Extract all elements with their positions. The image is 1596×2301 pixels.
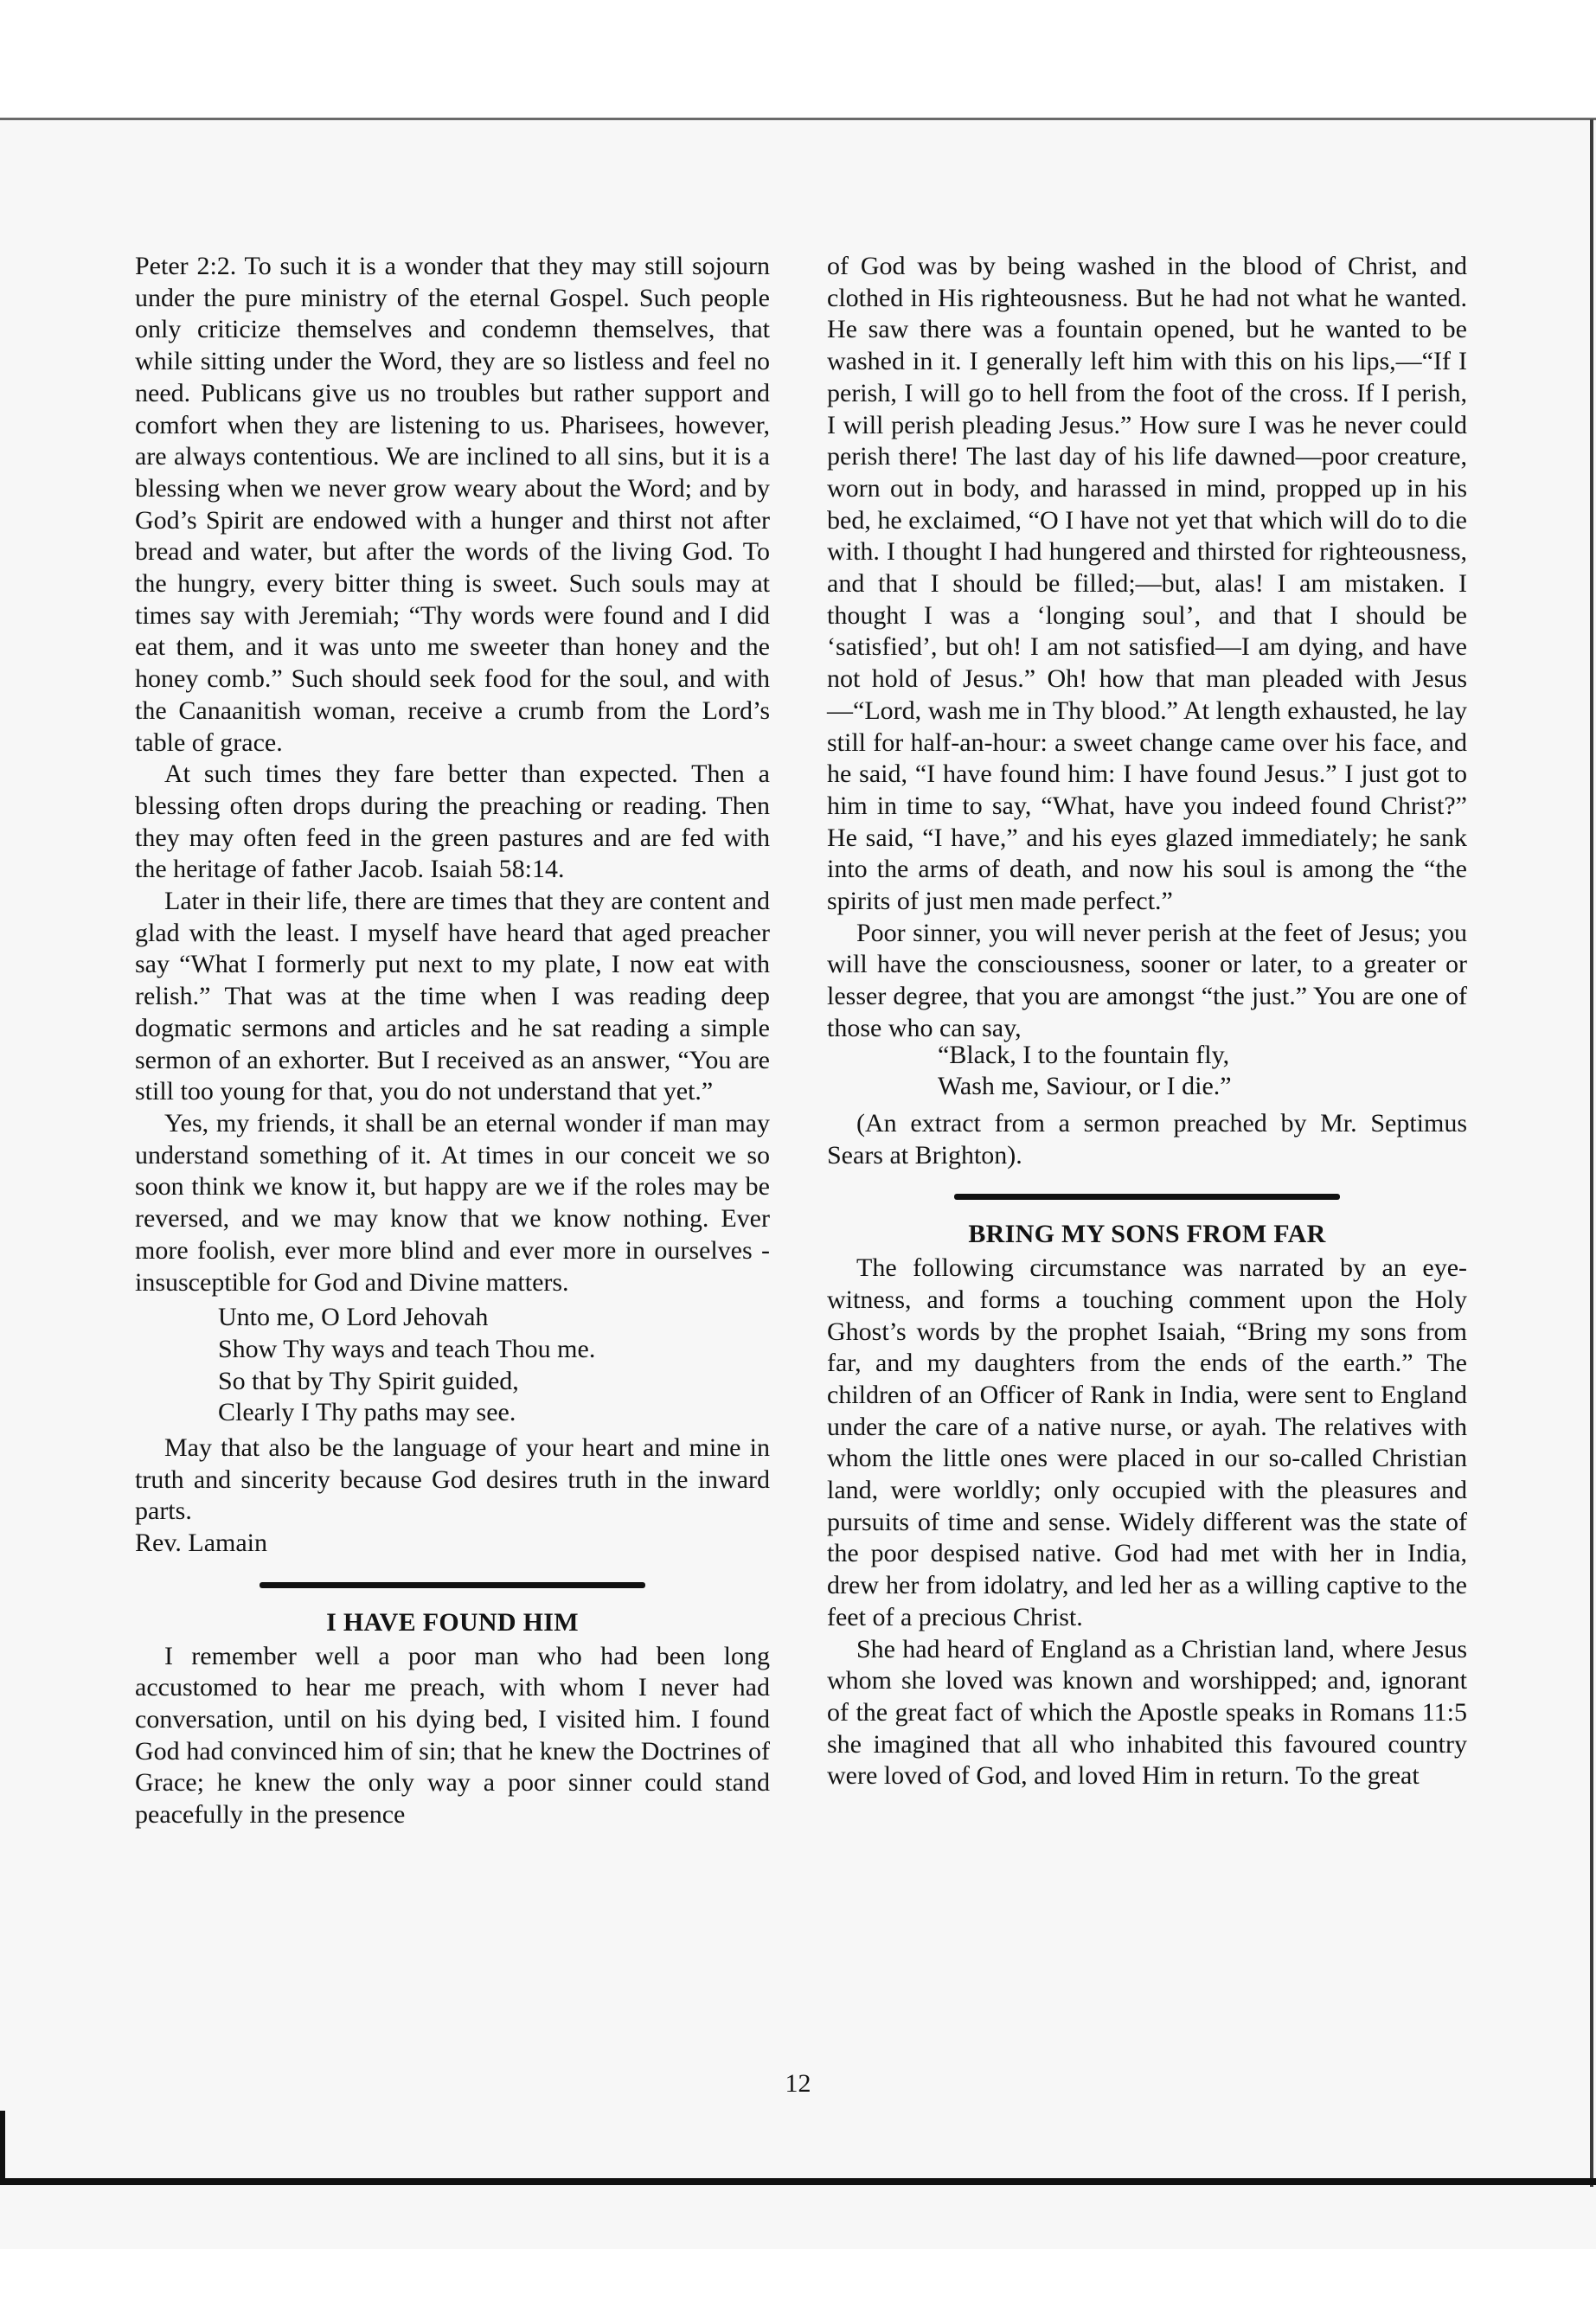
scan-right-edge: [1590, 119, 1593, 2187]
article-heading: I HAVE FOUND HIM: [326, 1607, 579, 1637]
paragraph: Yes, my friends, it shall be an eternal wonder if man may understand something of it. At times in our conceit we so soon think we know it, but happy are we if the roles may be reversed, and we may know that we know nothing. Ever more foolish, ever more blind and ever more in ourselves - insusceptible for God and Divine matters.: [135, 1108, 770, 1297]
quote: [938, 1040, 1467, 1103]
signature: Rev. Lamain: [135, 1529, 268, 1558]
paragraph: May that also be the language of your heart and mine in truth and sincerity because God desires truth in the inward parts.: [135, 1433, 770, 1526]
poem-line: Unto me, O Lord Jehovah: [218, 1303, 489, 1332]
scan-left-mark: [0, 2111, 5, 2180]
article-paragraph: I remember well a poor man who had been long accustomed to hear me preach, with whom I never had conversation, until on his dying bed, I visited him. I found God had convinced him of sin; that he knew the Doctrines of Grace; he knew the only way a poor sinner could stand peacefully in the presence: [135, 1641, 770, 1830]
page-number: 12: [785, 2069, 811, 2098]
quote-line: “Black, I to the fountain fly,: [938, 1040, 1230, 1069]
source-note: (An extract from a sermon preached by Mr. Septimus Sears at Brighton).: [827, 1108, 1467, 1170]
intro-paragraph: Peter 2:2. To such it is a wonder that they may still sojourn under the pure ministry of the eternal Gospel. Such people only criticize themselves and condemn themselves, that while sitting under the Word, they are so listless and feel no need. Publicans give us no troubles but rather support and comfort when they are listening to us. Pharisees, however, are always contentious. We are inclined to all sins, but it is a blessing when we never grow weary about the Word; and by God’s Spirit are endowed with a hunger and thirst not after bread and water, but after the words of the living God. To the hungry, every bitter thing is sweet. Such souls may at times say with Jeremiah; “Thy words were found and I did eat them, and it was unto me sweeter than honey and the honey comb.” Such should seek food for the soul, and with the Canaanitish woman, receive a crumb from the Lord’s table of grace.: [135, 252, 770, 757]
paragraph: At such times they fare better than expected. Then a blessing often drops during the preaching or reading. Then they may often feed in the green pastures and are fed with the heritage of father Jacob. Isaiah 58:14.: [135, 760, 770, 884]
section-divider: [954, 1194, 1340, 1200]
poem: [218, 1302, 770, 1429]
poem-line: Clearly I Thy paths may see.: [218, 1398, 516, 1427]
article-paragraph: She had heard of England as a Christian land, where Jesus whom she loved was known and worshipped; and, ignorant of the great fact of which the Apostle speaks in Romans 11:5 she imagined that all who inhabited this favoured country were loved of God, and loved Him in return. To the great: [827, 1634, 1467, 1791]
right-column: [827, 251, 1467, 1792]
paragraph: Later in their life, there are times that they are content and glad with the least. I myself have heard that aged preacher say “What I formerly put next to my plate, I now eat with relish.” That was at the time when I was reading deep dogmatic sermons and articles and he sat reading a simple sermon of an exhorter. But I received as an answer, “You are still too young for that, you do not understand that yet.”: [135, 887, 770, 1106]
continuation-paragraph: of God was by being washed in the blood of Christ, and clothed in His righteousness. But he had not what he wanted. He saw there was a fountain opened, but he wanted to be washed in it. I generally left him with this on his lips,—“If I perish, I will go to hell from the foot of the cross. If I perish, I will perish pleading Jesus.” How sure I was he never could perish there! The last day of his life dawned—poor creature, worn out in body, and harassed in mind, propped up in his bed, he exclaimed, “O I have not yet that which will do to die with. I thought I had hungered and thirsted for righteousness, and that I should be filled;—but, alas! I am mistaken. I thought I was a ‘longing soul’, and that I should be ‘satisfied’, but oh! I am not satisfied—I am dying, and have not hold of Jesus.” Oh! how that man pleaded with Jesus—“Lord, wash me in Thy blood.” At length exhausted, he lay still for half-an-hour: a sweet change came over his face, and he said, “I have found him: I have found Jesus.” I just got to him in time to say, “What, have you indeed found Christ?” He said, “I have,” and his eyes glazed immediately; he sank into the arms of death, and now his soul is among the “the spirits of just men made perfect.”: [827, 252, 1467, 916]
poem-line: Show Thy ways and teach Thou me.: [218, 1334, 596, 1363]
poem-line: So that by Thy Spirit guided,: [218, 1366, 519, 1395]
scan-top-edge: [0, 118, 1596, 120]
left-column: [135, 251, 770, 1831]
article-paragraph: The following circumstance was narrated by an eye-witness, and forms a touching comment upon the Holy Ghost’s words by the prophet Isaiah, “Bring my sons from far, and my daughters from the ends of the earth.” The children of an Officer of Rank in India, were sent to England under the care of a native nurse, or ayah. The relatives with whom the little ones were placed in our so-called Christian land, were worldly; only occupied with the pleasures and pursuits of time and sense. Widely different was the state of the poor despised native. God had met with her in India, drew her from idolatry, and led her as a willing captive to the feet of a precious Christ.: [827, 1253, 1467, 1631]
scan-bottom-edge: [0, 2178, 1596, 2185]
section-divider: [260, 1582, 645, 1588]
quote-line: Wash me, Saviour, or I die.”: [938, 1072, 1232, 1101]
article-heading: BRING MY SONS FROM FAR: [968, 1220, 1326, 1249]
paragraph: Poor sinner, you will never perish at the feet of Jesus; you will have the consciousness, sooner or later, to a greater or lesser degree, that you are amongst “the just.” You are one of those who can say,: [827, 918, 1467, 1042]
